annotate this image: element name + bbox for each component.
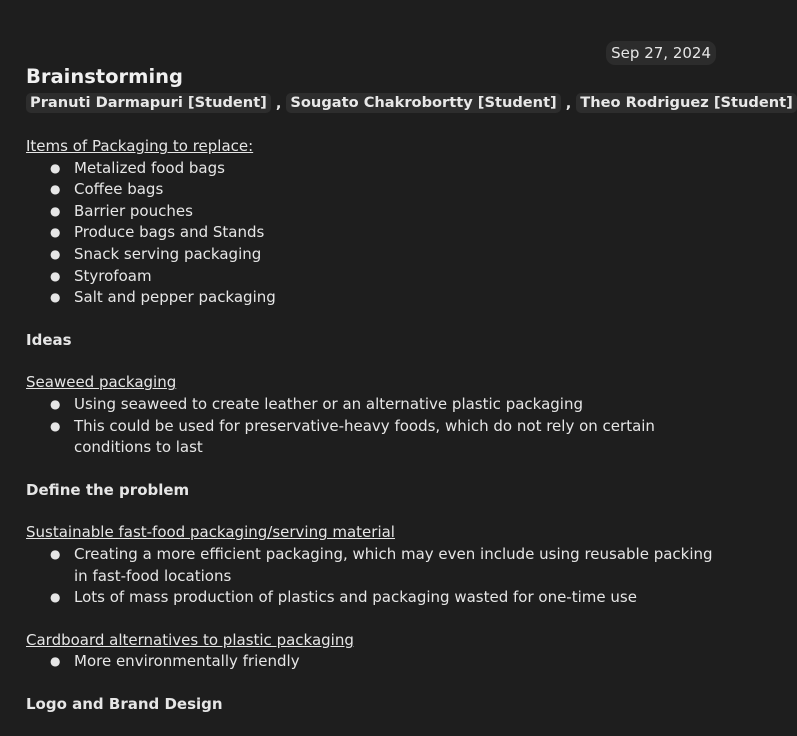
person-chip[interactable]: Pranuti Darmapuri [Student] — [26, 93, 271, 113]
spacer — [26, 459, 716, 480]
person-chip[interactable]: Theo Rodriguez [Student] — [576, 93, 797, 113]
separator: , — [565, 94, 572, 112]
sustainable-list — [26, 544, 716, 609]
list-item: ● Salt and pepper packaging — [26, 287, 716, 309]
list-item: ● Produce bags and Stands — [26, 222, 716, 244]
cardboard-list — [26, 651, 716, 673]
spacer — [26, 351, 716, 372]
packaging-list — [26, 158, 716, 309]
separator: , — [275, 94, 282, 112]
document-body[interactable] — [26, 136, 716, 715]
section-heading-seaweed: Seaweed packaging — [26, 373, 177, 392]
list-item: ● Using seaweed to create leather or an alternative plastic packaging — [26, 394, 716, 416]
list-item: ● Barrier pouches — [26, 201, 716, 223]
person-chip[interactable]: Sougato Chakrobortty [Student] — [286, 93, 560, 113]
section-heading-cardboard: Cardboard alternatives to plastic packaging — [26, 630, 354, 649]
list-item: ● More environmentally friendly — [26, 651, 716, 673]
list-item: ● Lots of mass production of plastics and packaging wasted for one-time use — [26, 587, 716, 609]
attendees-row — [26, 93, 797, 113]
list-item: ● Creating a more efficient packaging, which may even include using reusable packing in fast-food locations — [26, 544, 716, 587]
section-heading-ideas: Ideas — [26, 330, 72, 349]
spacer — [26, 501, 716, 522]
spacer — [26, 609, 716, 630]
list-item: ● Styrofoam — [26, 266, 716, 288]
spacer — [26, 673, 716, 694]
date-chip[interactable]: Sep 27, 2024 — [606, 41, 716, 65]
page-title: Brainstorming — [26, 65, 183, 88]
seaweed-list — [26, 394, 716, 459]
section-heading-sustainable: Sustainable fast-food packaging/serving material — [26, 523, 395, 542]
section-heading-logo: Logo and Brand Design — [26, 694, 223, 713]
list-item: ● Metalized food bags — [26, 158, 716, 180]
list-item: ● Snack serving packaging — [26, 244, 716, 266]
section-heading-define: Define the problem — [26, 480, 190, 499]
list-item: ● Coffee bags — [26, 179, 716, 201]
list-item: ● This could be used for preservative-heavy foods, which do not rely on certain conditions to last — [26, 416, 716, 459]
spacer — [26, 309, 716, 330]
section-heading-packaging: Items of Packaging to replace: — [26, 137, 254, 155]
